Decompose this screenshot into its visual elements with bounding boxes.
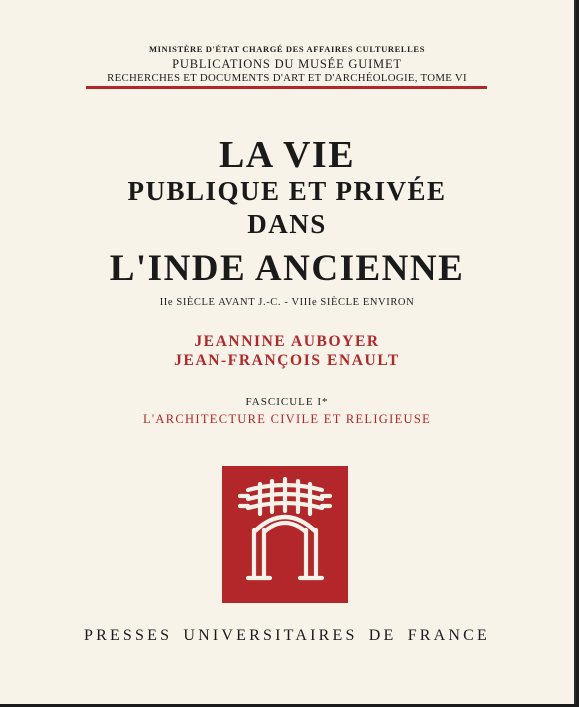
title-line-4: L'INDE ANCIENNE xyxy=(109,248,465,289)
fascicule-label: FASCICULE I* xyxy=(245,396,329,408)
gateway-torana-icon xyxy=(222,466,348,603)
period-subtitle: IIe SIÈCLE AVANT J.-C. - VIIIe SIÈCLE ENVIRON xyxy=(159,297,415,308)
ministry-line: MINISTÈRE D'ÉTAT CHARGÉ DES AFFAIRES CULTURELLES xyxy=(148,44,426,54)
volume-subtitle: L'ARCHITECTURE CIVILE ET RELIGIEUSE xyxy=(142,412,432,426)
publisher-name: PRESSES UNIVERSITAIRES DE FRANCE xyxy=(83,627,491,644)
title-line-2: PUBLIQUE ET PRIVÉE xyxy=(127,176,447,206)
series-line: RECHERCHES ET DOCUMENTS D'ART ET D'ARCHÉOLOGIE, TOME VI xyxy=(107,72,467,84)
header-rule xyxy=(86,86,487,89)
author-2: JEAN-FRANÇOIS ENAULT xyxy=(174,352,400,369)
title-line-1: LA VIE xyxy=(218,134,356,176)
author-1: JEANNINE AUBOYER xyxy=(194,333,380,350)
publications-line: PUBLICATIONS DU MUSÉE GUIMET xyxy=(172,57,402,71)
title-line-3: DANS xyxy=(247,209,327,239)
